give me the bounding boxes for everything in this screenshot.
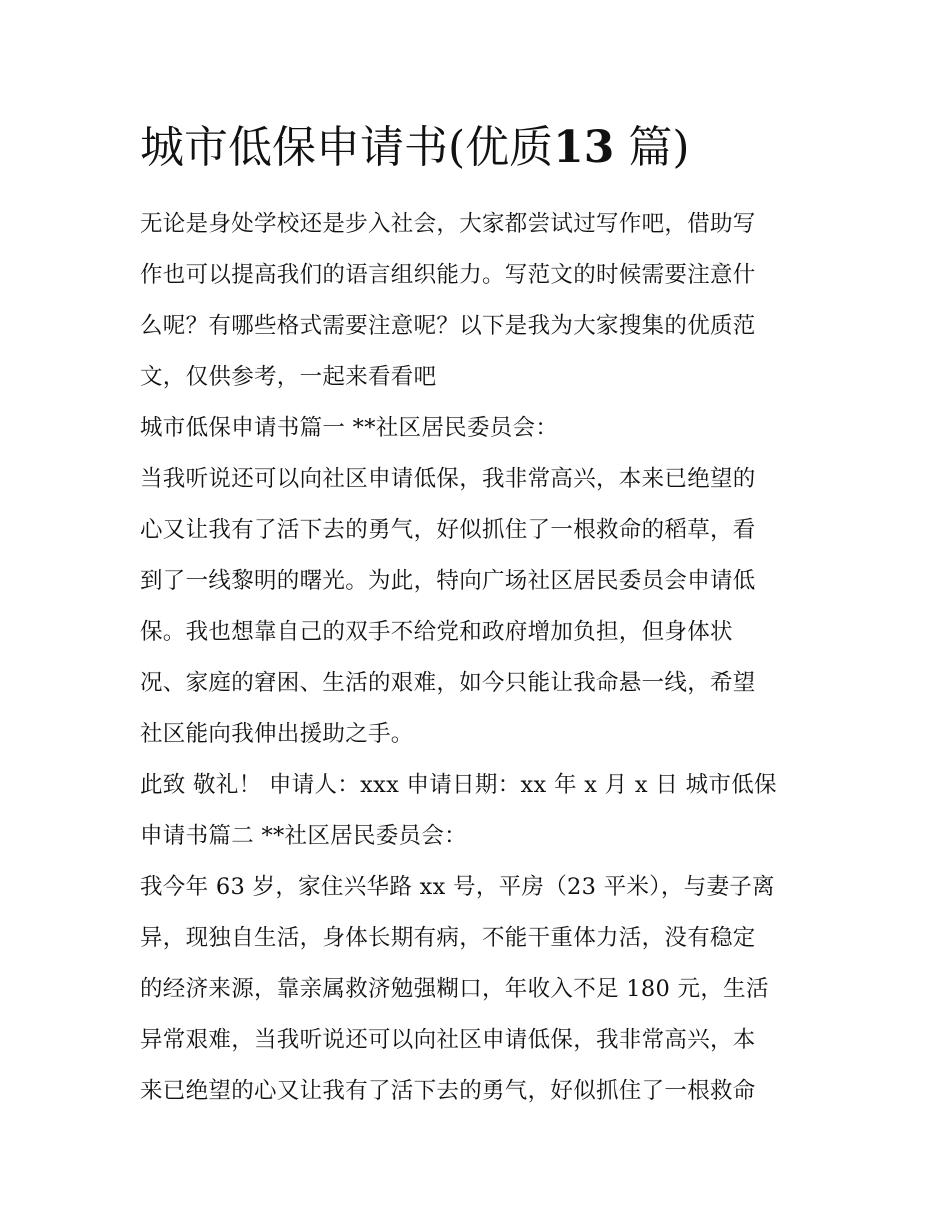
- text-line: 申请书篇二 **社区居民委员会：: [140, 823, 467, 849]
- text-line: 无论是身处学校还是步入社会，大家都尝试过写作吧，借助写: [140, 211, 756, 237]
- text-line: 到了一线黎明的曙光。为此，特向广场社区居民委员会申请低: [140, 568, 756, 594]
- text-line: 文，仅供参考，一起来看看吧: [140, 364, 437, 390]
- title-text-end: 篇): [628, 122, 690, 173]
- title-text-main: 城市低保申请书(优质: [140, 122, 554, 173]
- closing-and-heading-2: [140, 760, 815, 862]
- text-line: 社区能向我伸出援助之手。: [140, 721, 414, 747]
- letter-2-paragraph: [140, 862, 815, 1117]
- text-line: 况、家庭的窘困、生活的艰难，如今只能让我命悬一线，希望: [140, 670, 756, 696]
- text-line: 来已绝望的心又让我有了活下去的勇气，好似抓住了一根救命: [140, 1078, 756, 1104]
- document-title: [140, 118, 840, 178]
- text-line: 当我听说还可以向社区申请低保，我非常高兴，本来已绝望的: [140, 466, 756, 492]
- text-line: 异，现独自生活，身体长期有病，不能干重体力活，没有稳定: [140, 925, 756, 951]
- text-line: 城市低保申请书篇一 **社区居民委员会：: [140, 415, 559, 441]
- text-line: 作也可以提高我们的语言组织能力。写范文的时候需要注意什: [140, 262, 756, 288]
- text-line: 么呢？有哪些格式需要注意呢？以下是我为大家搜集的优质范: [140, 313, 756, 339]
- text-line: 保。我也想靠自己的双手不给党和政府增加负担，但身体状: [140, 619, 733, 645]
- intro-paragraph: [140, 199, 815, 403]
- text-line: 心又让我有了活下去的勇气，好似抓住了一根救命的稻草，看: [140, 517, 756, 543]
- text-line: 的经济来源，靠亲属救济勉强糊口，年收入不足 180 元，生活: [140, 976, 769, 1002]
- text-line: 我今年 63 岁，家住兴华路 xx 号，平房（23 平米），与妻子离: [140, 874, 775, 900]
- text-line: 此致 敬礼！ 申请人：xxx 申请日期：xx 年 x 月 x 日 城市低保: [140, 772, 777, 798]
- document-body: [140, 199, 815, 1117]
- text-line: 异常艰难，当我听说还可以向社区申请低保，我非常高兴，本: [140, 1027, 756, 1053]
- letter-1-paragraph: [140, 454, 815, 760]
- section-heading-1: [140, 403, 815, 454]
- title-number: 13: [553, 122, 615, 173]
